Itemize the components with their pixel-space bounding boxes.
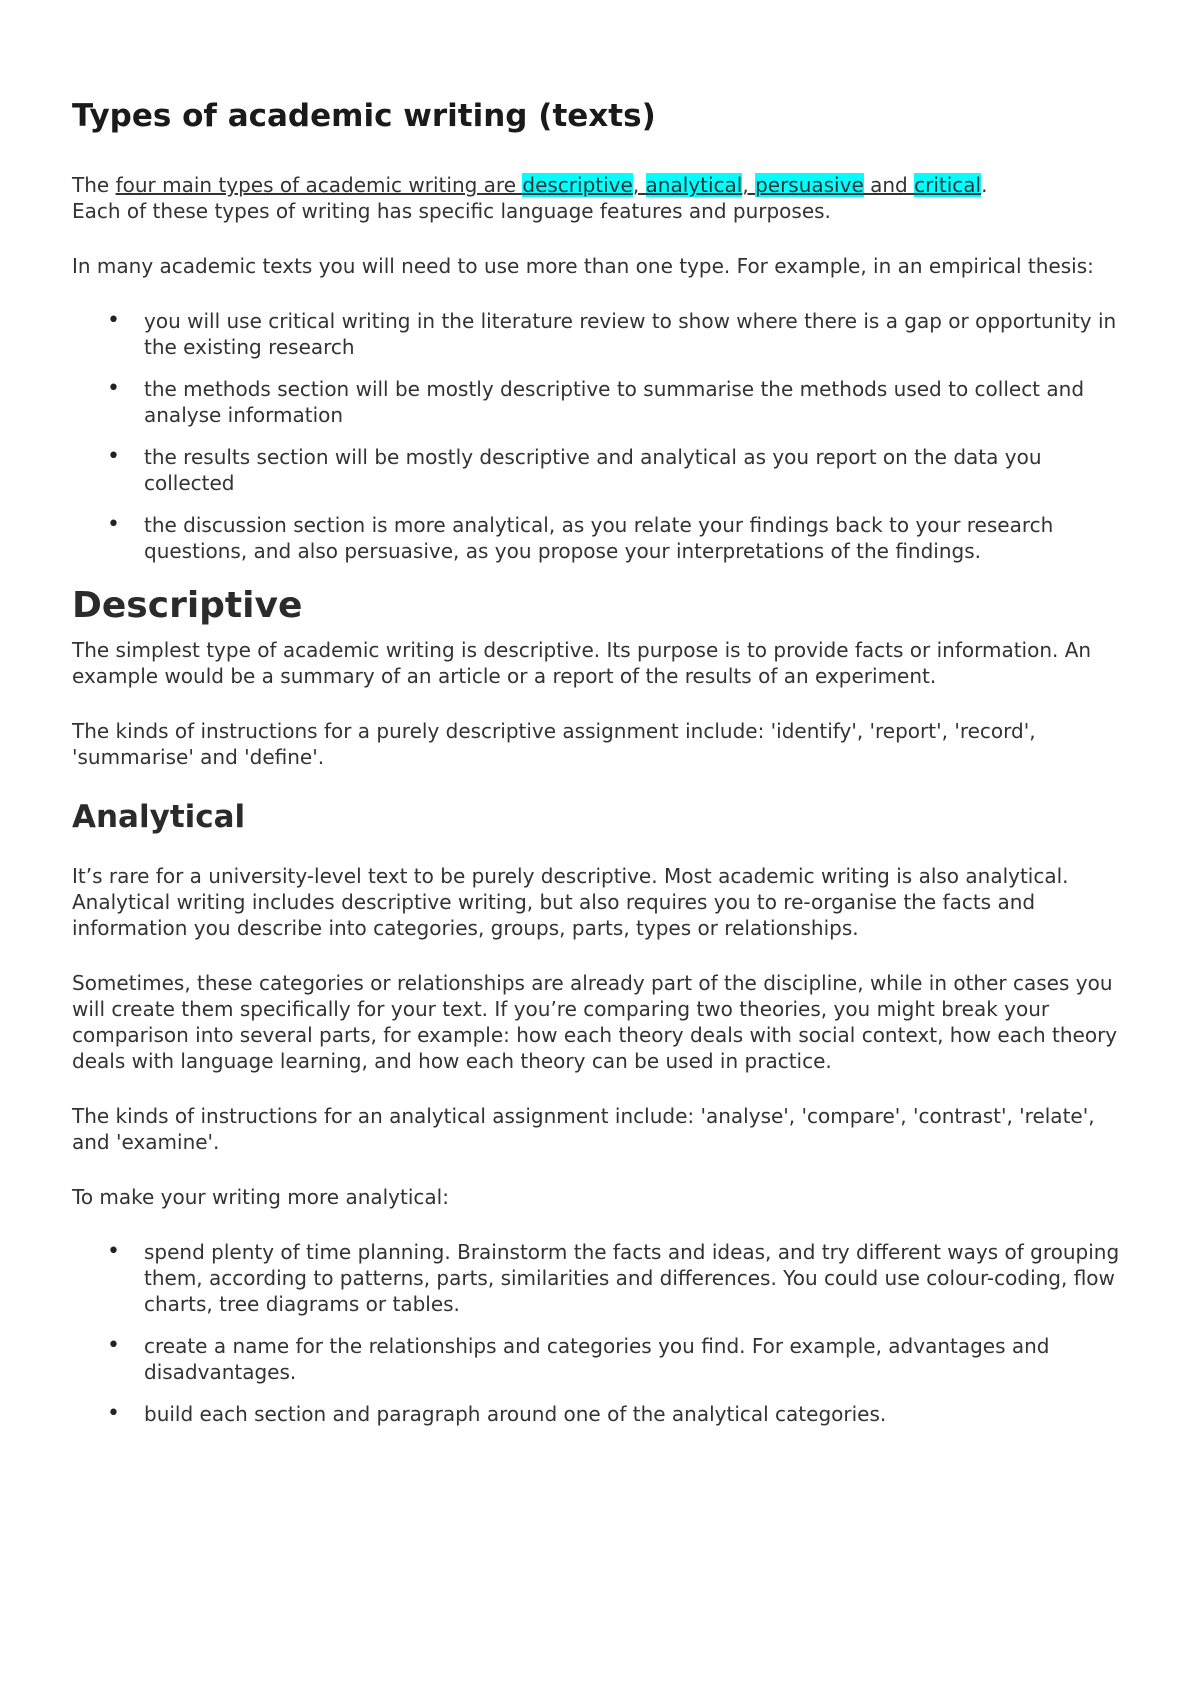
intro-line-2: Each of these types of writing has specific language features and purposes. [72,199,831,224]
descriptive-paragraph-2: The kinds of instructions for a purely descriptive assignment include: 'identify', 'report', 'record', 'summarise' and 'define'. [72,719,1036,770]
type-descriptive: descriptive [522,173,633,198]
type-sep-2: , [742,173,756,198]
descriptive-paragraph-1: The simplest type of academic writing is descriptive. Its purpose is to provide facts or information. An example would be a summary of an article or a report of the results of an experiment. [72,638,1092,689]
type-sep-3: and [863,173,915,198]
type-persuasive: persuasive [755,173,864,198]
document-page [72,96,1132,1447]
list-item: • the discussion section is more analytical, as you relate your findings back to your research questions, and also persuasive, as you propose your interpretations of the findings. [144,512,1132,564]
intro-paragraph-2: In many academic texts you will need to use more than one type. For example, in an empirical thesis: [72,254,1094,279]
list-item: • the results section will be mostly descriptive and analytical as you report on the data you collected [144,444,1132,496]
analytical-paragraph-4: To make your writing more analytical: [72,1184,449,1209]
analytical-paragraph-1: It’s rare for a university-level text to be purely descriptive. Most academic writing is also analytical. Analytical writing includes descriptive writing, but also requires you to re-organise the facts and information you describe into categories, groups, parts, types or relationships. [72,863,1069,940]
intro-end-dot: . [981,173,988,198]
list-item: • build each section and paragraph around one of the analytical categories. [144,1401,1132,1427]
list-item: • create a name for the relationships and categories you find. For example, advantages and disadvantages. [144,1333,1132,1385]
intro-paragraph [72,172,1132,224]
type-sep-1: , [632,173,646,198]
page-title: Types of academic writing (texts) [72,98,656,134]
types-link[interactable] [116,173,982,197]
list-item: • the methods section will be mostly descriptive to summarise the methods used to collect and analyse information [144,376,1132,428]
analytical-paragraph-2: Sometimes, these categories or relationships are already part of the discipline, while in other cases you will create them specifically for your text. If you’re comparing two theories, you might break your comparison into several parts, for example: how each theory deals with social context, how each theory deals with language learning, and how each theory can be used in practice. [72,970,1118,1073]
type-analytical: analytical [645,173,743,198]
type-critical: critical [914,173,982,198]
thesis-sections-list [72,308,1132,564]
heading-descriptive: Descriptive [72,585,303,627]
list-item: • you will use critical writing in the literature review to show where there is a gap or opportunity in the existing research [144,308,1132,360]
analytical-tips-list [72,1239,1132,1427]
list-item: • spend plenty of time planning. Brainstorm the facts and ideas, and try different ways of grouping them, according to patterns, parts, similarities and differences. You could use colour-coding, flow charts, tree diagrams or tables. [144,1239,1132,1317]
types-link-text: four main types of academic writing are [115,173,523,198]
heading-analytical: Analytical [72,799,246,836]
intro-lead: The [72,173,116,198]
analytical-paragraph-3: The kinds of instructions for an analytical assignment include: 'analyse', 'compare', 'contrast', 'relate', and 'examine'. [72,1103,1095,1154]
